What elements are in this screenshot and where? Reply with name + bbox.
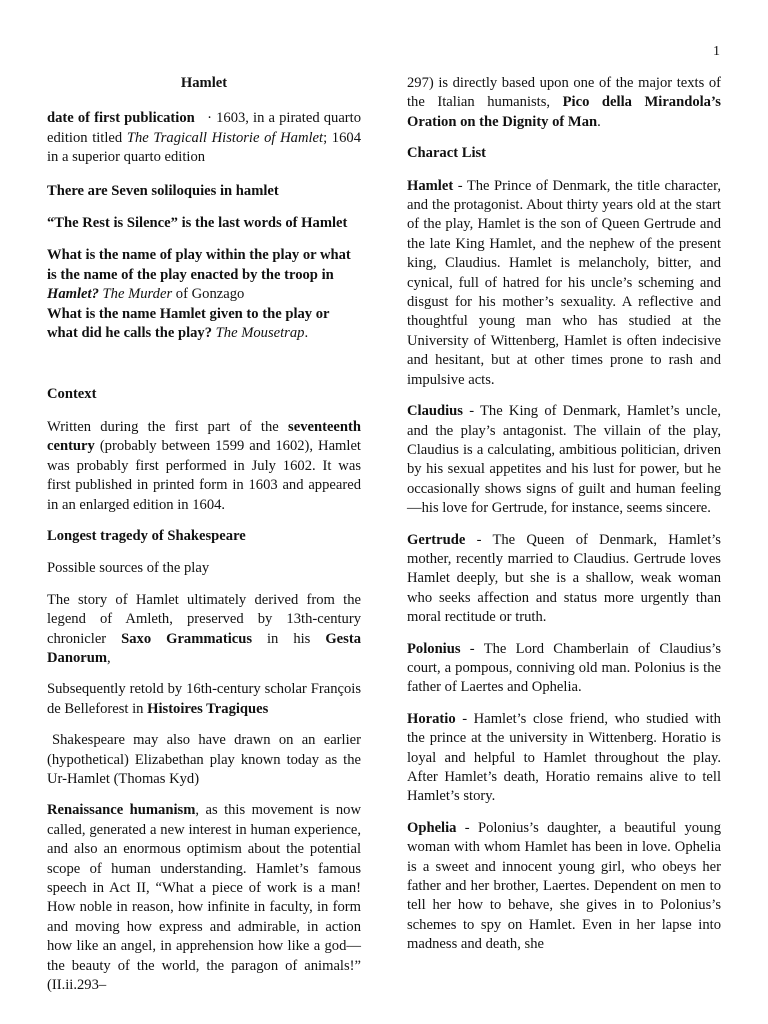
character-entry-polonius xyxy=(407,640,721,698)
character-separator: - xyxy=(453,177,467,194)
character-separator: - xyxy=(465,531,493,548)
character-name: Horatio xyxy=(407,710,456,727)
context-text-1: Written during the first part of the xyxy=(47,418,279,435)
context-paragraph xyxy=(47,418,361,515)
document-title: Hamlet xyxy=(180,75,228,91)
character-list xyxy=(407,177,721,955)
page-number: 1 xyxy=(713,44,720,59)
question-1-text: What is the name of play within the play or what is the name of the play enacted by the troop in xyxy=(47,247,351,283)
continuation-paragraph xyxy=(407,74,721,132)
continuation-text: 297) is directly based upon one of the major texts of the Italian humanists, xyxy=(407,75,721,111)
character-separator: - xyxy=(460,640,484,657)
character-entry-claudius xyxy=(407,402,721,518)
publication-text-2: ; 1604 in a superior quarto edition xyxy=(47,129,361,166)
publication-label: date of first publication xyxy=(47,110,195,127)
character-separator: - xyxy=(455,710,474,727)
context-bold-century: seventeenth century xyxy=(47,418,361,455)
story-text-2: in his xyxy=(267,630,311,647)
character-description: The Prince of Denmark, the title character, and the protagonist. About thirty years old at the start of the play, Hamlet is the son of Queen Gertrude and the late King Hamlet, and the nephew of the present king, Claudius. Hamlet is melancholy, bitter, and cynical, full of hatred for his uncle’s scheming and disgust for his mother’s sexuality. A reflective and thoughtful young man who has studied at the University of Wittenberg, Hamlet is often indecisive and hesitant, but at other times prone to rash and impulsive acts. xyxy=(407,177,721,388)
answer-1-italic: The Murder xyxy=(102,286,173,303)
context-heading: Context xyxy=(47,386,97,403)
character-name: Hamlet xyxy=(407,177,454,194)
publication-text-1: 1603, in a pirated quarto edition titled xyxy=(47,110,362,146)
answer-1-tail: of Gonzago xyxy=(175,286,245,303)
character-description: The Lord Chamberlain of Claudius’s court, a pompous, conniving old man. Polonius is the father of Laertes and Ophelia. xyxy=(407,640,721,696)
publication-date xyxy=(47,109,361,167)
retold-text: Subsequently retold by 16th-century scholar François de Belleforest in xyxy=(47,681,361,717)
character-list-heading: Charact List xyxy=(407,145,487,162)
right-column xyxy=(407,74,721,967)
renaissance-bold: Renaissance humanism xyxy=(47,802,196,819)
answer-2-italic: The Mousetrap xyxy=(215,325,305,342)
rest-is-silence-note: “The Rest is Silence” is the last words of Hamlet xyxy=(47,215,348,232)
story-bold-saxo: Saxo Grammaticus xyxy=(121,630,253,647)
question-play-name xyxy=(47,305,361,344)
ur-hamlet-paragraph: Shakespeare may also have drawn on an earlier (hypothetical) Elizabethan play known today as the Ur-Hamlet (Thomas Kyd) xyxy=(47,732,361,787)
renaissance-text: , as this movement is now called, generated a new interest in human experience, and also an enormous optimism about the potential scope of human understanding. Hamlet’s famous speech in Act II, “What a piece of work is a man! How noble in reason, how infinite in faculty, in form and moving how express and admirable, in action how like an angel, in apprehension how like a god—the beauty of the world, the paragon of animals!” (II.ii.293– xyxy=(47,802,361,994)
character-name: Ophelia xyxy=(407,819,457,836)
left-column xyxy=(47,74,361,1007)
longest-tragedy-note: Longest tragedy of Shakespeare xyxy=(47,527,246,544)
answer-2-end: . xyxy=(304,325,309,342)
story-bold-gesta: Gesta Danorum xyxy=(47,630,361,666)
retold-bold-histoires: Histoires Tragiques xyxy=(147,700,269,717)
character-description: The King of Denmark, Hamlet’s uncle, and the play’s antagonist. The villain of the play, Claudius is a calculating, ambitious politician, driven by his sexual appetites and his lust for power, but he occasionally shows signs of guilt and human feeling—his love for Gertrude, for instance, seems sincere. xyxy=(407,403,721,517)
story-text-3: , xyxy=(107,649,111,666)
publication-italic-title: The Tragicall Historie of Hamlet xyxy=(126,129,324,146)
question-play-within-play xyxy=(47,246,361,304)
question-1-hamlet: Hamlet? xyxy=(47,286,99,303)
publication-separator: · xyxy=(207,110,212,127)
character-description: The Queen of Denmark, Hamlet’s mother, recently married to Claudius. Gertrude loves Hamlet deeply, but she is a shallow, weak woman who seeks affection and status more urgently than moral rectitude or truth. xyxy=(407,531,721,626)
sources-heading: Possible sources of the play xyxy=(47,560,210,577)
retold-paragraph xyxy=(47,680,361,719)
character-separator: - xyxy=(462,403,481,420)
character-entry-horatio xyxy=(407,710,721,807)
context-text-2: (probably between 1599 and 1602), Hamlet was probably first performed in July 1602. It was first published in printed form in 1603 and appeared in an enlarged edition in 1604. xyxy=(47,438,361,513)
story-paragraph xyxy=(47,591,361,669)
character-name: Gertrude xyxy=(407,531,466,548)
character-description: Polonius’s daughter, a beautiful young woman with whom Hamlet has been in love. Ophelia is a sweet and innocent young girl, who obeys her father and her brother, Laertes. Dependent on men to tell her how to behave, she gives in to Polonius’s schemes to spy on Hamlet. Even in her lapse into madness and death, she xyxy=(407,819,721,953)
renaissance-paragraph xyxy=(47,801,361,995)
character-entry-gertrude xyxy=(407,531,721,628)
soliloquies-note: There are Seven soliloquies in hamlet xyxy=(47,182,279,199)
character-entry-ophelia xyxy=(407,819,721,955)
character-separator: - xyxy=(456,819,478,836)
character-description: Hamlet’s close friend, who studied with the prince at the university in Wittenberg. Horatio is loyal and helpful to Hamlet throughout the play. After Hamlet’s death, Horatio remains alive to tell Hamlet’s story. xyxy=(407,710,721,805)
continuation-bold-pico: Pico della Mirandola’s Oration on the Dignity of Man xyxy=(407,94,721,130)
character-name: Polonius xyxy=(407,640,461,657)
question-2-text: What is the name Hamlet given to the play or what did he calls the play? xyxy=(47,305,330,342)
character-entry-hamlet xyxy=(407,177,721,390)
continuation-end: . xyxy=(597,113,601,130)
character-name: Claudius xyxy=(407,403,463,420)
story-text-1: The story of Hamlet ultimately derived from the legend of Amleth, preserved by 13th-century chronicler xyxy=(47,591,361,647)
